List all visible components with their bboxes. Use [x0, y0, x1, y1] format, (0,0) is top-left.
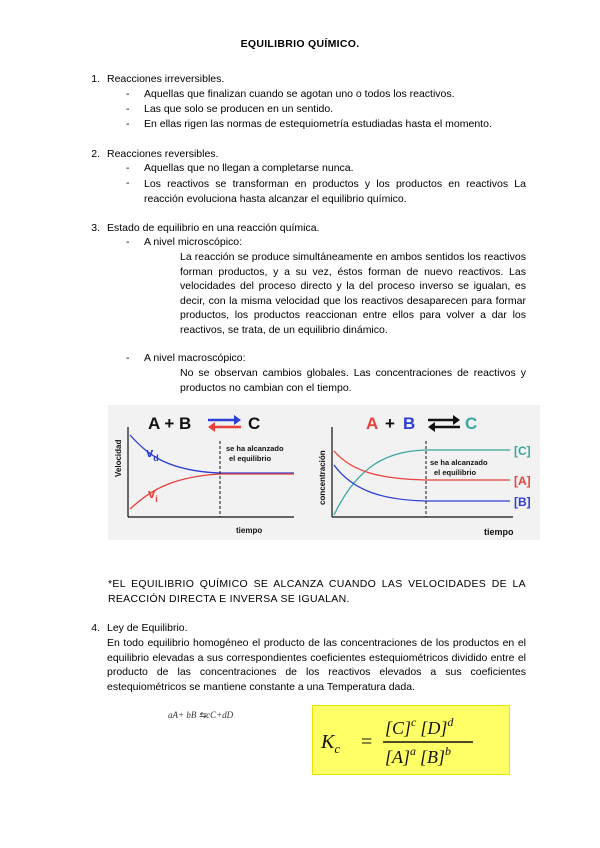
kc-formula	[313, 706, 509, 774]
s1-bullet-1: Aquellas que finalizan cuando se agotan uno o todos los reactivos.	[144, 88, 455, 100]
left-y-label: Velocidad	[114, 439, 123, 477]
s2-bullet-2: Los reactivos se transforman en productos y los productos en reactivos La reacción evoluciona hasta alcanzar el equilibrio químico.	[144, 178, 526, 205]
equilibrium-note: *EL EQUILIBRIO QUÍMICO SE ALCANZA CUANDO LAS VELOCIDADES DE LA REACCIÓN DIRECTA E INVERSA SE IGUALAN.	[108, 578, 526, 605]
section-4-text: En todo equilibrio homogéneo el producto de las concentraciones de los productos en el equilibrio elevadas a sus correspondientes coeficientes estequiométricos dividido entre el producto de las concentraciones de los reactivos elevados a sus coeficientes estequiométricos se mantiene constante a una Temperatura dada.	[107, 637, 526, 693]
equilibrium-arrow-icon	[428, 415, 460, 432]
bullet-mark: -	[126, 103, 130, 115]
label-vd: $v_d$	[146, 445, 159, 463]
kc-symbol: $K_c$	[321, 731, 341, 756]
kc-denominator: $[A]^a$ $[B]^b$	[385, 744, 452, 767]
section-1-number: 1.	[91, 73, 100, 85]
bullet-mark: -	[126, 162, 130, 174]
right-note-2: el equilibrio	[434, 468, 477, 477]
micro-label: A nivel microscópico:	[144, 236, 243, 248]
macro-label: A nivel macroscópico:	[144, 352, 246, 364]
bullet-mark: -	[126, 352, 130, 364]
bullet-mark: -	[126, 88, 130, 100]
kc-numerator: $[C]^c$ $[D]^d$	[385, 715, 454, 738]
right-y-label: concentración	[318, 450, 327, 505]
left-x-label: tiempo	[236, 526, 263, 535]
s2-bullet-1: Aquellas que no llegan a completarse nunca.	[144, 162, 354, 174]
right-eq-plus: +	[385, 414, 395, 433]
kc-equals: =	[361, 731, 373, 753]
left-note-2: el equilibrio	[229, 454, 272, 463]
section-4-number: 4.	[91, 622, 100, 634]
label-conc-b: [B]	[514, 495, 531, 509]
general-equation: aA+ bB ⇆cC+dD	[168, 710, 234, 720]
right-eq-b: B	[403, 414, 416, 433]
label-vi: $v_i$	[148, 486, 158, 504]
label-conc-a: [A]	[514, 474, 531, 488]
bullet-mark: -	[126, 177, 130, 189]
right-eq-c: C	[465, 414, 478, 433]
equilibrium-figure	[108, 405, 540, 540]
section-4-heading: Ley de Equilibrio.	[107, 622, 188, 634]
left-eq-reactants: A + B	[148, 414, 192, 433]
right-curve-b	[334, 465, 510, 501]
bullet-mark: -	[126, 236, 130, 248]
section-3-heading: Estado de equilibrio en una reacción química.	[107, 222, 320, 234]
section-2-heading: Reacciones reversibles.	[107, 148, 219, 160]
double-arrow-icon	[208, 415, 241, 432]
micro-text: La reacción se produce simultáneamente en ambos sentidos los reactivos forman productos, y a su vez, éstos forman de nuevo reactivos. Las velocidades del proceso directo y la del proceso inverso se igualan, es decir, con la misma velocidad que los reactivos desaparecen para formar productos, los productos reaccionan entre ellos para volver a dar los reactivos, se trata, de un equilibrio dinámico.	[180, 251, 526, 336]
equilibrium-figure-svg	[108, 405, 540, 540]
s1-bullet-3: En ellas rigen las normas de estequiometría estudiadas hasta el momento.	[144, 118, 492, 130]
left-eq-product: C	[248, 414, 261, 433]
right-note-1: se ha alcanzado	[430, 458, 488, 467]
left-note-1: se ha alcanzado	[226, 444, 284, 453]
right-eq-a: A	[366, 414, 379, 433]
section-1-heading: Reacciones irreversibles.	[107, 73, 225, 85]
label-conc-c: [C]	[514, 444, 531, 458]
page-title: EQUILIBRIO QUÍMICO.	[240, 38, 360, 50]
s1-bullet-2: Las que solo se producen en un sentido.	[144, 103, 334, 115]
section-3-number: 3.	[91, 222, 100, 234]
kc-formula-box	[312, 705, 510, 775]
macro-text: No se observan cambios globales. Las concentraciones de reactivos y productos no cambian con el tiempo.	[180, 367, 526, 394]
section-2-number: 2.	[91, 148, 100, 160]
bullet-mark: -	[126, 118, 130, 130]
right-x-label: tiempo	[484, 527, 514, 537]
